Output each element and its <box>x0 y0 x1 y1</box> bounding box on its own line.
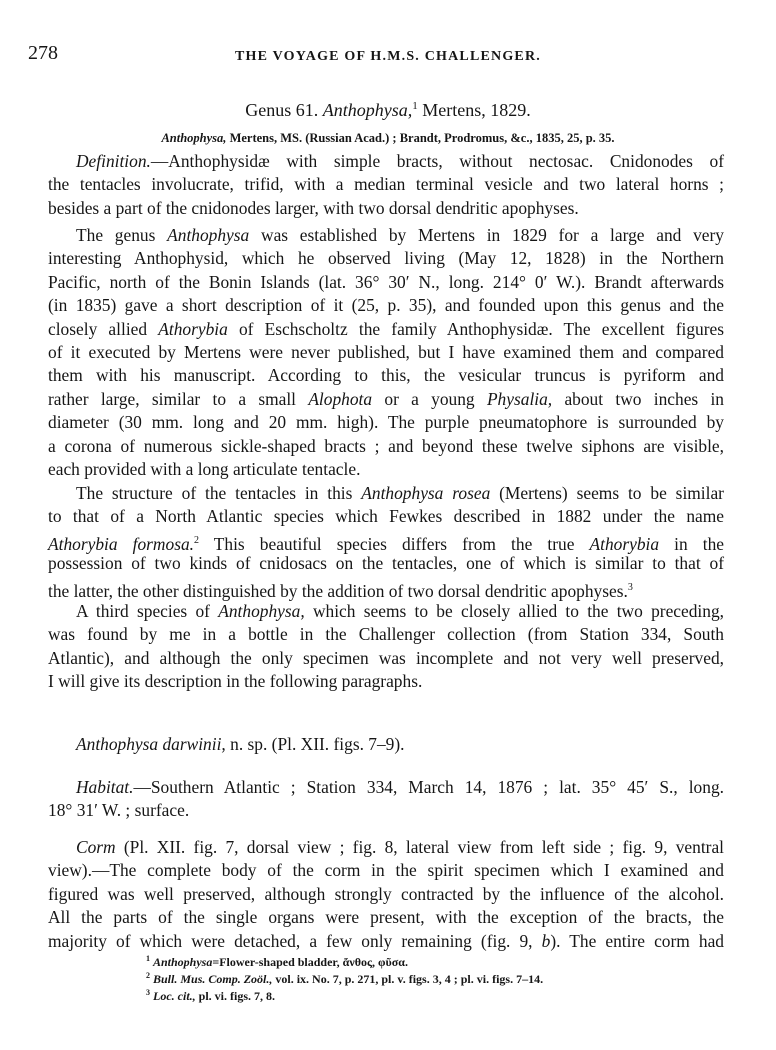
footnote-3: $^3$ Loc. cit., pl. vi. figs. 7, 8. <box>146 988 275 1003</box>
p1-line-6: of it executed by Mertens were never published, but I have examined them and compared <box>48 341 724 362</box>
habitat-paragraph <box>48 776 724 823</box>
page-number: 278 <box>28 42 58 64</box>
p1-line-10: a corona of numerous sickle-shaped bracts ; and beyond these twelve siphons are visible, <box>48 435 724 456</box>
corm-label: Corm <box>76 837 116 857</box>
p3-line-4: I will give its description in the following paragraphs. <box>48 671 423 692</box>
p1-line-5: closely allied Athorybia of Eschscholtz the family Anthophysidæ. The excellent figures <box>48 318 724 339</box>
p2-line-3: Athorybia formosa.$^2$ This beautiful species differs from the true Athorybia in the <box>48 533 725 554</box>
p1-line-3: Pacific, north of the Bonin Islands (lat. 36° 30′ N., long. 214° 0′ W.). Brandt afterwards <box>48 271 724 292</box>
p1-line-8: rather large, similar to a small Alophota or a young Physalia, about two inches in <box>48 388 724 409</box>
definition-paragraph <box>48 150 724 220</box>
genus-heading <box>0 100 776 121</box>
reference-text: Mertens, MS. (Russian Acad.) ; Brandt, Prodromus, &c., 1835, 25, p. 35. <box>229 131 615 145</box>
corm-line-4: All the parts of the single organs were present, with the exception of the bracts, the <box>48 907 724 928</box>
footnotes <box>146 950 746 1001</box>
definition-line-3: besides a part of the cnidonodes larger, with two dorsal dendritic apophyses. <box>48 197 579 218</box>
p3-line-2: was found by me in a bottle in the Challenger collection (from Station 334, South <box>48 624 724 645</box>
habitat-line-1: Habitat.—Southern Atlantic ; Station 334, March 14, 1876 ; lat. 35° 45′ S., long. <box>76 777 724 797</box>
p3-line-3: Atlantic), and although the only specimen was incomplete and not very well preserved, <box>48 647 724 668</box>
paragraph-tentacle-structure <box>48 482 724 599</box>
species-heading <box>76 734 405 755</box>
definition-line-1: Definition.—Anthophysidæ with simple bracts, without nectosac. Cnidonodes of <box>76 151 724 171</box>
corm-line-2: view).—The complete body of the corm in the spirit specimen which I examined and <box>48 860 724 881</box>
genus-reference <box>0 131 776 146</box>
p1-line-4: (in 1835) gave a short description of it (25, p. 35), and founded upon this genus and the <box>48 295 724 316</box>
p3-line-1: A third species of Anthophysa, which seems to be closely allied to the two preceding, <box>76 601 724 621</box>
genus-authority: Mertens, 1829. <box>422 100 531 120</box>
p1-line-1: The genus Anthophysa was established by Mertens in 1829 for a large and very <box>76 225 724 245</box>
p1-line-2: interesting Anthophysid, which he observed living (May 12, 1828) in the Northern <box>48 248 724 269</box>
p2-line-1: The structure of the tentacles in this Anthophysa rosea (Mertens) seems to be similar <box>76 483 724 503</box>
corm-line-1: Corm (Pl. XII. fig. 7, dorsal view ; fig. 8, lateral view from left side ; fig. 9, ventral <box>76 837 724 857</box>
genus-name: Anthophysa, <box>322 100 413 120</box>
habitat-line-2: 18° 31′ W. ; surface. <box>48 800 190 821</box>
corm-line-5: majority of which were detached, a few only remaining (fig. 9, b). The entire corm had <box>48 930 725 951</box>
footnote-1: $^1$ Anthophysa=Flower-shaped bladder, ἄνθος, φῦσα. <box>146 954 408 969</box>
definition-label: Definition. <box>76 151 151 171</box>
habitat-label: Habitat. <box>76 777 134 797</box>
reference-name: Anthophysa, <box>161 131 227 145</box>
p2-line-2: to that of a North Atlantic species which Fewkes described in 1882 under the name <box>48 506 724 527</box>
genus-footnote-mark: 1 <box>412 100 418 112</box>
species-plates: n. sp. (Pl. XII. figs. 7–9). <box>230 734 405 754</box>
paragraph-third-species <box>48 600 724 694</box>
corm-paragraph <box>48 836 724 953</box>
p1-line-11: each provided with a long articulate tentacle. <box>48 458 361 479</box>
footnote-2: $^2$ Bull. Mus. Comp. Zoöl., vol. ix. No. 7, p. 271, pl. v. figs. 3, 4 ; pl. vi. figs. 7–14. <box>146 971 544 986</box>
p2-line-4: possession of two kinds of cnidosacs on the tentacles, one of which is similar to that of <box>48 553 724 574</box>
species-name: Anthophysa darwinii, <box>76 734 226 754</box>
corm-line-3: figured was well preserved, although strongly contracted by the influence of the alcohol. <box>48 883 724 904</box>
p1-line-9: diameter (30 mm. long and 20 mm. high). The purple pneumatophore is surrounded by <box>48 412 724 433</box>
running-title: THE VOYAGE OF H.M.S. CHALLENGER. <box>235 49 541 64</box>
p1-line-7: them with his manuscript. According to this, the vesicular truncus is pyriform and <box>48 365 724 386</box>
genus-prefix: Genus 61. <box>245 100 319 120</box>
paragraph-genus-history <box>48 224 724 481</box>
definition-line-2: the tentacles involucrate, trifid, with a median terminal vesicle and two lateral horns ; <box>48 174 724 195</box>
p2-line-5: the latter, the other distinguished by the addition of two dorsal dendritic apophyses.$^3$ <box>48 580 633 601</box>
